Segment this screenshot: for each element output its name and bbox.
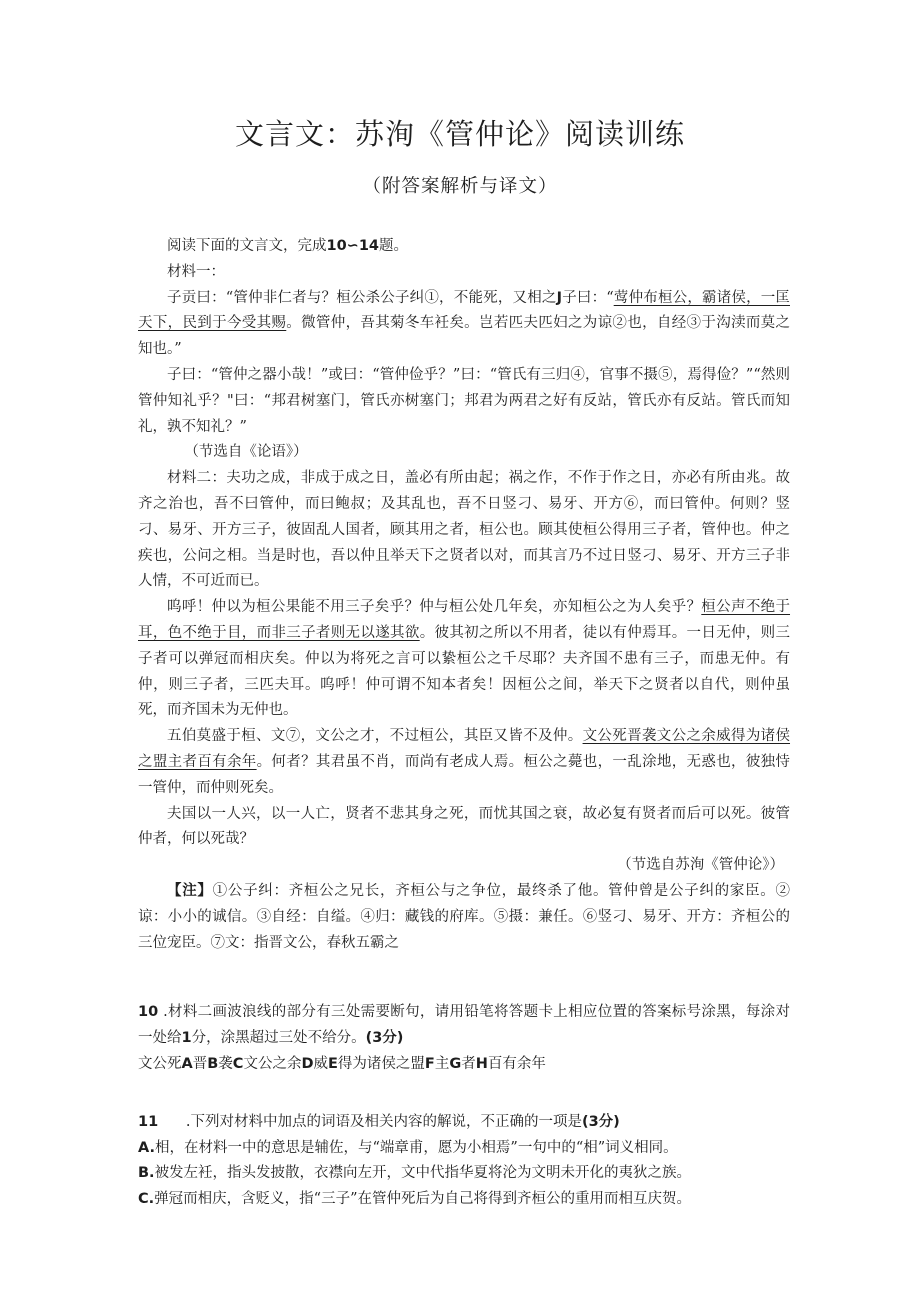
option-text: 弹冠而相庆，含贬义，指“三子”在管仲死后为自己将得到齐桓公的重用而相互庆贺。 bbox=[154, 1191, 691, 1208]
q11-option-b bbox=[138, 1161, 790, 1187]
q10-number: 10 bbox=[138, 1004, 159, 1021]
m1-p1-underlined: 莺仲布桓公，霸诸侯，一匡天下，民到于今受其赐 bbox=[138, 289, 790, 332]
m2-p3-underlined: 文公死晋袭文公之余威得为诸侯之盟主者百有余年 bbox=[138, 728, 791, 770]
option-key: A. bbox=[138, 1139, 155, 1156]
q10-text-b: 分，涂黑超过三处不给分。 bbox=[191, 1030, 366, 1047]
q10-seg: 文公死 bbox=[138, 1055, 182, 1072]
page-subtitle: （附答案解析与译文） bbox=[362, 176, 558, 197]
m1-p1-text-a: 子贡曰：“管仲非仁者与？桓公杀公子纠①，不能死，又相之 bbox=[167, 289, 557, 306]
q11-option-c bbox=[138, 1187, 790, 1213]
material1-label: 材料一： bbox=[167, 263, 225, 280]
question-11 bbox=[138, 1110, 790, 1136]
q11-option-a bbox=[138, 1136, 790, 1162]
q10-seg: 袭 bbox=[218, 1055, 233, 1072]
q10-mark-f: F bbox=[424, 1055, 435, 1072]
document-body bbox=[138, 234, 790, 1213]
q10-mark-c: C bbox=[232, 1055, 244, 1072]
q10-mark-h: H bbox=[475, 1055, 488, 1072]
q11-stem: .下列对材料中加点的词语及相关内容的解说，不正确的一项是 bbox=[158, 1113, 582, 1130]
m2-p2-text-b: 。彼其初之所以不用者，徒以有仲焉耳。一日无仲，则三子者可以弹冠而相庆矣。仲以为将死之言可以絷桓公之千尽耶？夫齐国不患有三子，而患无仲。有仲，则三子者，三匹夫耳。呜呼！仲可谓不知本者矣！因桓公之间，举天下之贤者以自代，则仲虽死，而齐国未为无仲也。 bbox=[138, 624, 790, 719]
spacer bbox=[138, 956, 790, 1000]
material1-para1 bbox=[138, 286, 790, 363]
intro-text: 阅读下面的文言文，完成 bbox=[167, 238, 327, 254]
q10-mark-a: A bbox=[181, 1055, 193, 1072]
material2-para4: 夫国以一人兴，以一人亡，贤者不悲其身之死，而忧其国之衰，故必复有贤者而后可以死。彼管仲者，何以死哉？ bbox=[138, 805, 790, 848]
q10-seg: 文公之余 bbox=[243, 1055, 302, 1072]
m2-p2-text-a: 呜呼！仲以为桓公果能不用三子矣乎？仲与桓公处几年矣，亦知桓公之为人矣乎？ bbox=[167, 599, 702, 616]
notes bbox=[138, 879, 790, 956]
q10-seg: 主 bbox=[434, 1055, 450, 1072]
q10-mark-g: G bbox=[449, 1055, 462, 1072]
q10-score: (3分) bbox=[365, 1030, 404, 1047]
q10-mark-e: E bbox=[328, 1055, 338, 1072]
option-key: B. bbox=[138, 1165, 155, 1182]
q10-sentence bbox=[138, 1052, 790, 1078]
material1-para2: 子曰：“管仲之器小哉！”或曰：“管仲俭乎？”曰：“管氏有三归④，官事不摄⑤，焉得俭？”“然则管仲知礼乎？"曰：“邦君树塞门，管氏亦树塞门；邦君为两君之好有反站，管氏亦有反站。管氏而知礼，孰不知礼？” bbox=[138, 366, 790, 435]
q11-score: (3分) bbox=[581, 1113, 620, 1130]
q10-seg: 者 bbox=[461, 1055, 476, 1072]
notes-label: 【注】 bbox=[167, 882, 213, 899]
option-key: C. bbox=[138, 1191, 155, 1208]
material2-source: （节选自苏洵《管仲论》） bbox=[617, 857, 784, 874]
intro-range: 10∽14 bbox=[326, 238, 380, 254]
intro-line bbox=[138, 234, 790, 260]
material2-para1: 材料二：夫功之成，非成于成之日，盖必有所由起；祸之作，不作于作之日，亦必有所由兆。故齐之治也，吾不曰管仲，而曰鲍叔；及其乱也，吾不日竖刁、易牙、开方⑥，而曰管仲。何则？竖刁、易牙、开方三子，彼固乱人国者，顾其用之者，桓公也。顾其使桓公得用三子者，管仲也。仲之疾也，公问之相。当是时也，吾以仲且举天下之贤者以对，而其言乃不过日竖刁、易牙、开方三子非人情，不可近而已。 bbox=[138, 470, 790, 590]
q10-seg: 得为诸侯之盟 bbox=[337, 1055, 425, 1072]
m2-p2-underlined: 桓公声不绝于耳，色不绝于目，而非三子者则无以遂其欲 bbox=[138, 599, 791, 641]
q11-number: 11 bbox=[138, 1113, 159, 1130]
material1-source: （节选自《论语》） bbox=[184, 444, 308, 461]
question-10 bbox=[138, 1000, 790, 1052]
q10-seg: 晋 bbox=[192, 1055, 208, 1072]
notes-text: ①公子纠：齐桓公之兄长，齐桓公与之争位，最终杀了他。管仲曾是公子纠的家臣。②谅：小小的诚信。③自经：自缢。④归：藏钱的府库。⑤摄：兼任。⑥竖刁、易牙、开方：齐桓公的三位宠臣。⑦文：指晋文公，春秋五霸之 bbox=[138, 882, 790, 951]
q10-seg: 百有余年 bbox=[487, 1055, 546, 1072]
option-text: 相，在材料一中的意思是辅佐，与“端章甫，愿为小相焉”一句中的“相”词义相同。 bbox=[155, 1139, 678, 1156]
m2-p3-text-a: 五伯莫盛于桓、文⑦，文公之才，不过桓公，其臣又皆不及仲。 bbox=[167, 728, 583, 745]
m1-p1-text-b: 子曰：“ bbox=[562, 289, 614, 306]
option-text: 被发左衽，指头发披散，衣襟向左开，文中代指华夏将沦为文明未开化的夷狄之族。 bbox=[154, 1165, 692, 1182]
page-title: 文言文：苏洵《管仲论》阅读训练 bbox=[234, 117, 685, 151]
q10-seg: 威 bbox=[313, 1055, 328, 1072]
q10-mark-b: B bbox=[207, 1055, 219, 1072]
q10-text-a: .材料二画波浪线的部分有三处需要断句，请用铅笔将答题卡上相应位置的答案标号涂黑，每涂对一处给 bbox=[138, 1004, 790, 1047]
spacer bbox=[138, 1078, 790, 1110]
q10-mark-d: D bbox=[301, 1055, 314, 1072]
intro-suffix: 题。 bbox=[379, 238, 409, 254]
m2-p3-text-b: 。何者？其君虽不肖，而尚有老成人焉。桓公之薨也，一乱涂地，无惑也，彼独恃一管仲，而仲则死矣。 bbox=[138, 753, 791, 796]
q10-point: 1 bbox=[181, 1030, 192, 1047]
m1-p1-text-c: 。微管仲，吾其菊冬车衽矣。岂若匹夫匹妇之为谅②也，自经③于沟渎而莫之知也。” bbox=[138, 315, 791, 358]
material2-para3 bbox=[138, 724, 790, 801]
m1-p1-j: J bbox=[556, 289, 562, 306]
material2-para2 bbox=[138, 595, 790, 724]
